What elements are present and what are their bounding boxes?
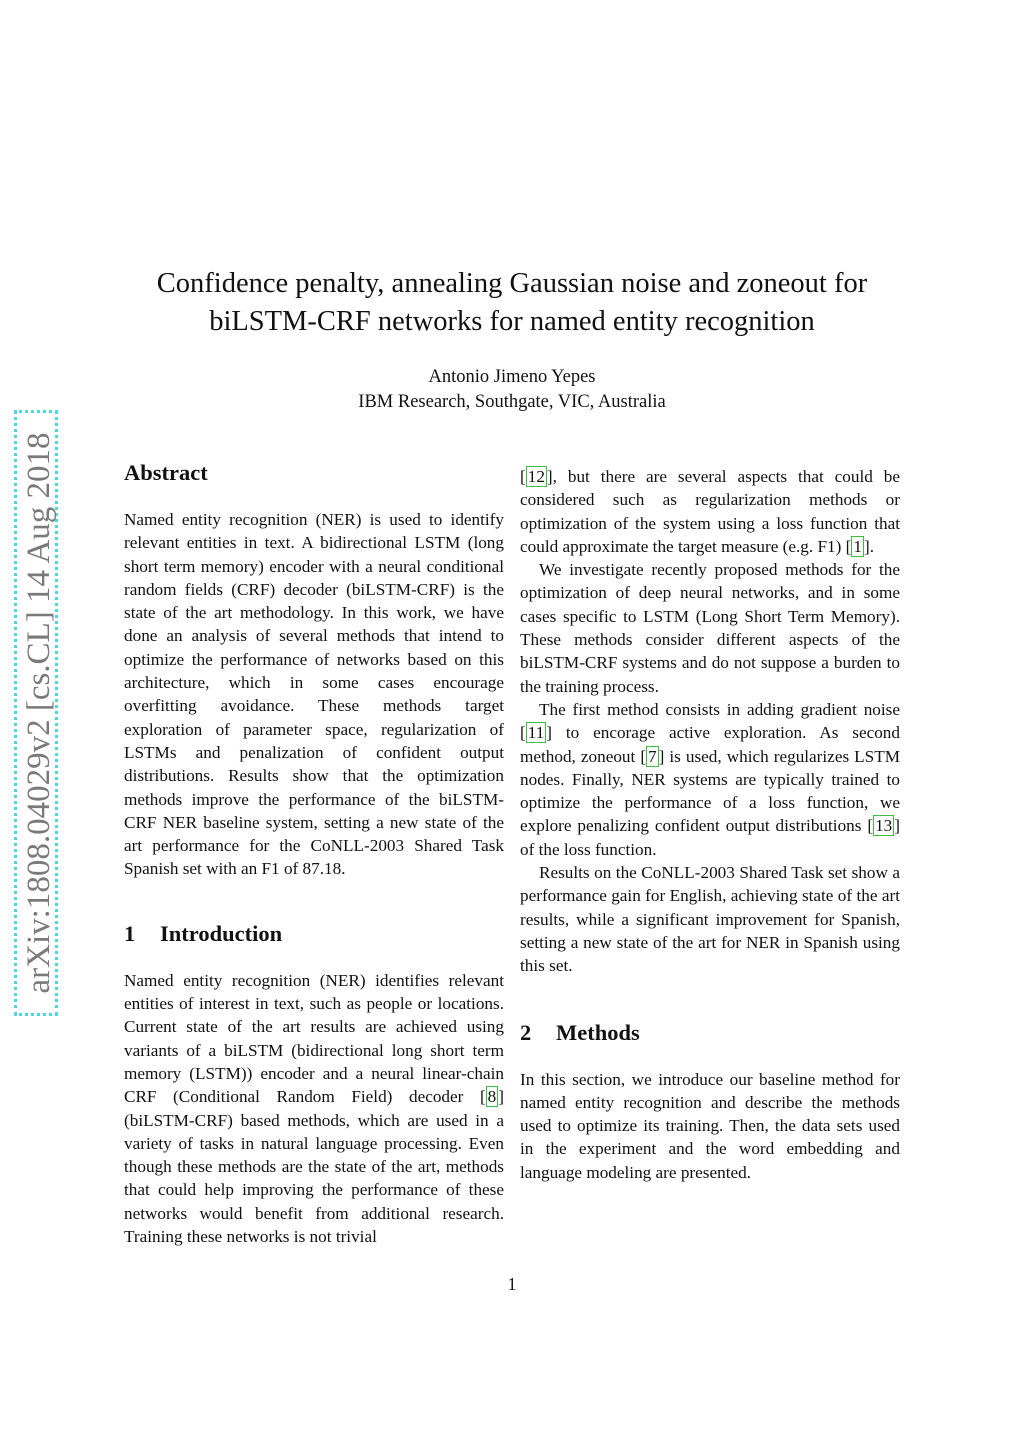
right-column	[520, 465, 900, 1184]
intro-paragraph-1-start: Named entity recognition (NER) identifies relevant entities of interest in text, such as people or locations. Current state of the art results are achieved using variants of a biLSTM (bidirectional long short term memory (LSTM)) encoder and a neural linear-chain CRF (Conditional Random Field) decoder [ 8 ] (biLSTM-CRF) based methods, which are used in a variety of tasks in natural language processing. Even though these methods are the state of the art, methods that could help improving the performance of these networks would benefit from additional research. Training these networks is not trivial	[124, 970, 504, 1247]
citation-link-11[interactable]: 11	[527, 723, 545, 743]
citation-link-1[interactable]: 1	[853, 536, 862, 556]
intro-p3-text-d: of the loss function.	[520, 839, 657, 859]
author-affiliation: IBM Research, Southgate, VIC, Australia	[358, 392, 666, 412]
intro-p3-text-b: to encorage active exploration. As second method, zoneout	[520, 723, 900, 766]
left-column	[124, 458, 504, 1248]
title-line-1: Confidence penalty, annealing Gaussian noise and zoneout for	[156, 268, 868, 299]
arxiv-stamp[interactable]	[14, 410, 68, 1016]
introduction-title: Introduction	[160, 920, 283, 946]
intro-p1-text-c: , but there are several aspects that could be considered such as regularization methods or optimization of the system using a loss function that could approximate the target measure (e.g. F1)	[520, 467, 900, 556]
methods-paragraph-1: In this section, we introduce our baseline method for named entity recognition and describe the methods used to optimize its training. Then, the data sets used in the experiment and the word embedding and language modeling are presented.	[520, 1069, 900, 1182]
intro-p3-text-a: The first method consists in adding gradient noise	[539, 699, 900, 719]
citation-link-12[interactable]: 12	[527, 467, 545, 486]
citation-link-8[interactable]: 8	[487, 1087, 497, 1107]
abstract-heading: Abstract	[124, 460, 208, 485]
citation-link-13[interactable]: 13	[875, 816, 893, 836]
methods-heading	[520, 1018, 900, 1048]
intro-p1-text-b: (biLSTM-CRF) based methods, which are used in a variety of tasks in natural language processing. Even though these methods are the state of the art, methods that could help improving the performance of these networks would benefit from additional research. Training these networks is not trivial	[124, 1110, 504, 1247]
paper-title	[0, 265, 1024, 341]
page-number: 1	[507, 1274, 517, 1294]
intro-paragraph-4: Results on the CoNLL-2003 Shared Task set show a performance gain for English, achieving state of the art results, while a significant improvement for Spanish, setting a new state of the art for NER in Spanish using this set.	[520, 863, 900, 976]
author-name: Antonio Jimeno Yepes	[428, 367, 596, 387]
intro-paragraph-3: The first method consists in adding gradient noise [ 11 ] to encorage active exploration. As second method, zoneout [ 7 ] is used, which regularizes LSTM nodes. Finally, NER systems are typically trained to optimize the performance of a loss function, we explore penalizing confident output distributions [ 13 ] of the loss function.	[520, 699, 900, 859]
title-line-2: biLSTM-CRF networks for named entity recognition	[209, 306, 815, 337]
intro-p1-text-d: .	[869, 536, 875, 556]
citation-link-7[interactable]: 7	[648, 746, 657, 766]
introduction-heading	[124, 919, 504, 949]
abstract-text: Named entity recognition (NER) is used to identify relevant entities in text. A bidirectional LSTM (long short term memory) encoder with a neural conditional random fields (CRF) decoder (biLSTM-CRF) is the state of the art methodology. In this work, we have done an analysis of several methods that intend to optimize the performance of networks based on this architecture, which in some cases encourage overfitting avoidance. These methods target exploration of parameter space, regularization of LSTMs and penalization of confident output distributions. Results show that the optimization methods improve the performance of the biLSTM-CRF NER baseline system, setting a new state of the art performance for the CoNLL-2003 Shared Task Spanish set with an F1 of 87.18.	[124, 510, 504, 879]
intro-paragraph-1-continued: [ 12 ], but there are several aspects that could be considered such as regularization methods or optimization of the system using a loss function that could approximate the target measure (e.g. F1) [ 1 ].	[520, 467, 900, 556]
author-block	[0, 365, 1024, 415]
methods-title: Methods	[556, 1019, 640, 1045]
intro-paragraph-2: We investigate recently proposed methods for the optimization of deep neural networks, and in some cases specific to LSTM (Long Short Term Memory). These methods consider different aspects of the biLSTM-CRF systems and do not suppose a burden to the training process.	[520, 560, 900, 696]
arxiv-stamp-text[interactable]: arXiv:1808.04029v2 [cs.CL] 14 Aug 2018	[21, 432, 57, 994]
methods-number: 2	[520, 1019, 532, 1045]
intro-p1-text-a: Named entity recognition (NER) identifies relevant entities of interest in text, such as people or locations. Current state of the art results are achieved using variants of a biLSTM (bidirectional long short term memory (LSTM)) encoder and a neural linear-chain CRF (Conditional Random Field) decoder	[124, 970, 504, 1107]
intro-p3-text-c: is used, which regularizes LSTM nodes. Finally, NER systems are typically trained to optimize the performance of a loss function, we explore penalizing confident output distributions	[520, 746, 900, 836]
introduction-number: 1	[124, 920, 136, 946]
